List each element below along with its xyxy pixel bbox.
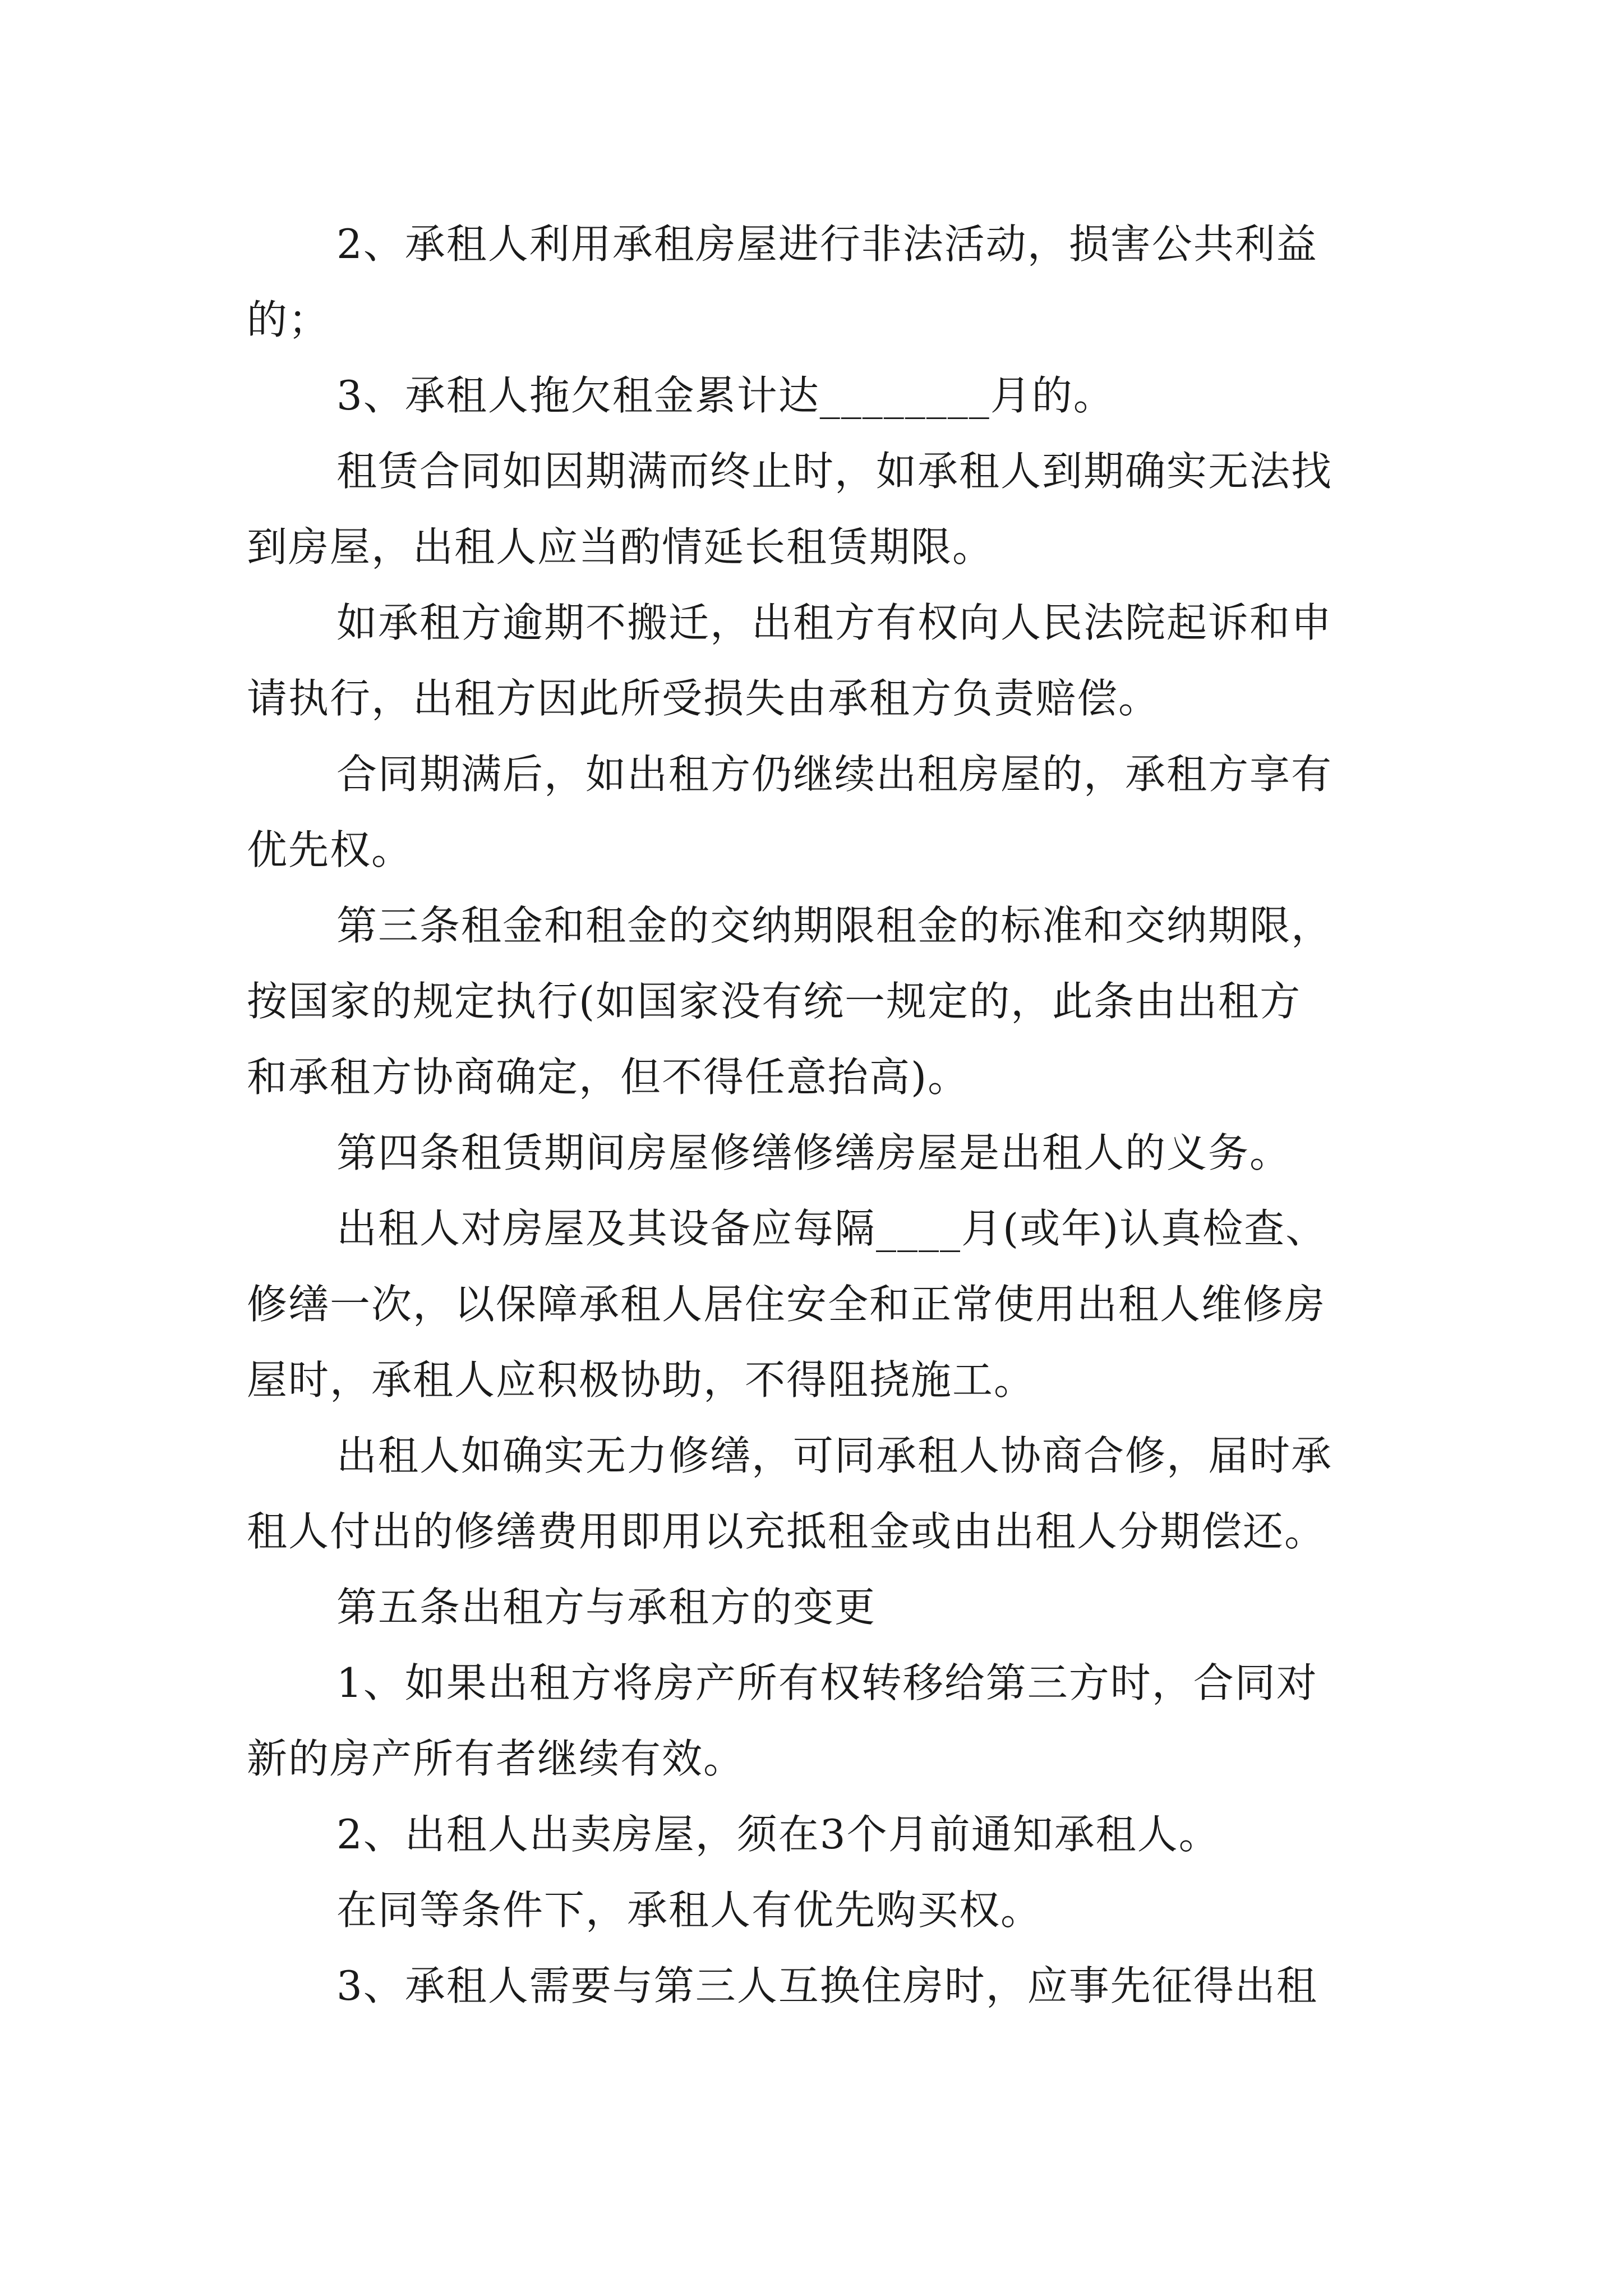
text-line: 租赁合同如因期满而终止时，如承租人到期确实无法找 xyxy=(336,448,1333,495)
text-line: 优先权。 xyxy=(247,826,413,873)
text-line: 新的房产所有者继续有效。 xyxy=(247,1735,745,1782)
text-line: 第五条出租方与承租方的变更 xyxy=(336,1584,877,1631)
text-line: 合同期满后，如出租方仍继续出租房屋的，承租方享有 xyxy=(336,751,1333,798)
text-line: 3、承租人拖欠租金累计达________月的。 xyxy=(336,372,1115,419)
text-line: 和承租方协商确定，但不得任意抬高)。 xyxy=(247,1053,970,1101)
text-line: 如承租方逾期不搬迁，出租方有权向人民法院起诉和申 xyxy=(336,599,1333,646)
text-line: 3、承租人需要与第三人互换住房时，应事先征得出租 xyxy=(336,1962,1318,2009)
text-line: 2、承租人利用承租房屋进行非法活动，损害公共利益 xyxy=(336,220,1318,268)
text-line: 2、出租人出卖房屋，须在3个月前通知承租人。 xyxy=(336,1811,1220,1858)
text-line: 在同等条件下，承租人有优先购买权。 xyxy=(336,1887,1043,1934)
text-line: 第三条租金和租金的交纳期限租金的标准和交纳期限， xyxy=(336,902,1333,949)
text-line: 出租人对房屋及其设备应每隔____月(或年)认真检查、 xyxy=(336,1205,1327,1252)
text-line: 按国家的规定执行(如国家没有统一规定的，此条由出租方 xyxy=(247,978,1302,1025)
text-line: 1、如果出租方将房产所有权转移给第三方时，合同对 xyxy=(336,1659,1318,1706)
text-line: 租人付出的修缮费用即用以充抵租金或由出租人分期偿还。 xyxy=(247,1508,1326,1555)
text-line: 的； xyxy=(247,296,330,343)
text-line: 屋时，承租人应积极协助，不得阻挠施工。 xyxy=(247,1356,1036,1404)
text-line: 到房屋，出租人应当酌情延长租赁期限。 xyxy=(247,523,994,570)
text-line: 请执行，出租方因此所受损失由承租方负责赔偿。 xyxy=(247,675,1160,722)
text-line: 修缮一次，以保障承租人居住安全和正常使用出租人维修房 xyxy=(247,1281,1326,1328)
text-line: 第四条租赁期间房屋修缮修缮房屋是出租人的义务。 xyxy=(336,1129,1292,1176)
text-line: 出租人如确实无力修缮，可同承租人协商合修，届时承 xyxy=(336,1432,1333,1479)
